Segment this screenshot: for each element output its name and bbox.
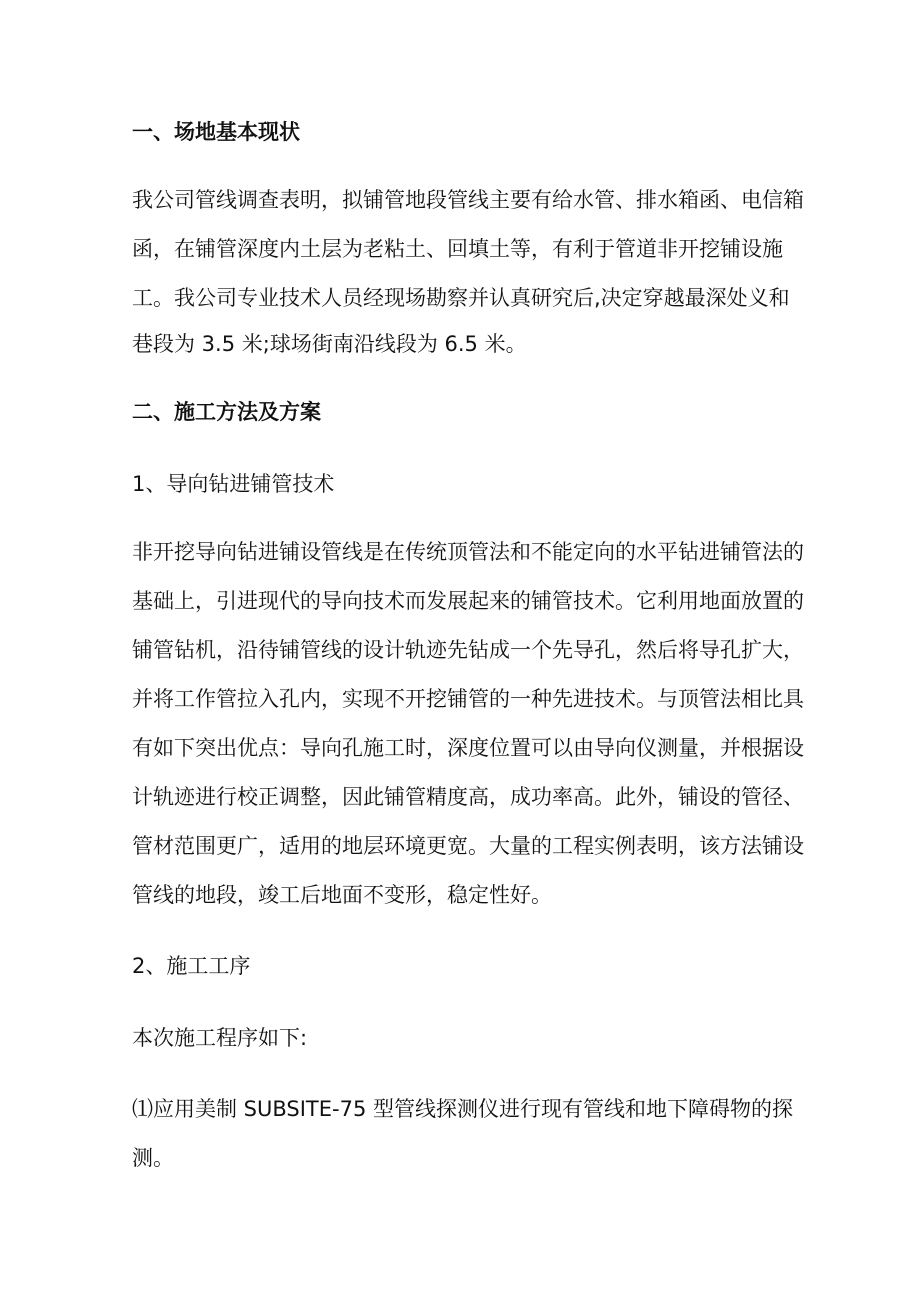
paragraph-line: 管线的地段，竣工后地面不变形，稳定性好。 [132, 883, 552, 907]
subsection-heading-guided-drilling: 1、导向钻进铺管技术 [132, 472, 335, 496]
paragraph-line: 巷段为 3.5 米;球场街南沿线段为 6.5 米。 [132, 332, 527, 356]
paragraph-line: 我公司管线调查表明，拟铺管地段管线主要有给水管、排水箱函、电信箱 [132, 188, 804, 212]
section-heading-site-status: 一、场地基本现状 [132, 120, 300, 144]
paragraph-line: 计轨迹进行校正调整，因此铺管精度高，成功率高。此外，铺设的管径、 [132, 785, 804, 809]
paragraph-line: 有如下突出优点：导向孔施工时，深度位置可以由导向仪测量，并根据设 [132, 736, 804, 760]
procedure-item-line: ⑴应用美制 SUBSITE-75 型管线探测仪进行现有管线和地下障碍物的探 [132, 1097, 794, 1121]
paragraph-line: 铺管钻机，沿待铺管线的设计轨迹先钻成一个先导孔，然后将导孔扩大， [132, 638, 804, 662]
procedure-item-line: 测。 [132, 1146, 174, 1170]
paragraph-line: 管材范围更广，适用的地层环境更宽。大量的工程实例表明，该方法铺设 [132, 834, 804, 858]
paragraph-line: 工。我公司专业技术人员经现场勘察并认真研究后,决定穿越最深处义和 [132, 286, 790, 310]
subsection-heading-construction-procedure: 2、施工工序 [132, 954, 251, 978]
paragraph-line: 并将工作管拉入孔内，实现不开挖铺管的一种先进技术。与顶管法相比具 [132, 687, 804, 711]
paragraph-line: 非开挖导向钻进铺设管线是在传统顶管法和不能定向的水平钻进铺管法的 [132, 540, 804, 564]
procedure-intro: 本次施工程序如下: [132, 1026, 308, 1050]
paragraph-line: 函，在铺管深度内土层为老粘土、回填土等，有利于管道非开挖铺设施 [132, 237, 783, 261]
section-heading-construction-method: 二、施工方法及方案 [132, 400, 321, 424]
paragraph-line: 基础上，引进现代的导向技术而发展起来的铺管技术。它利用地面放置的 [132, 589, 804, 613]
